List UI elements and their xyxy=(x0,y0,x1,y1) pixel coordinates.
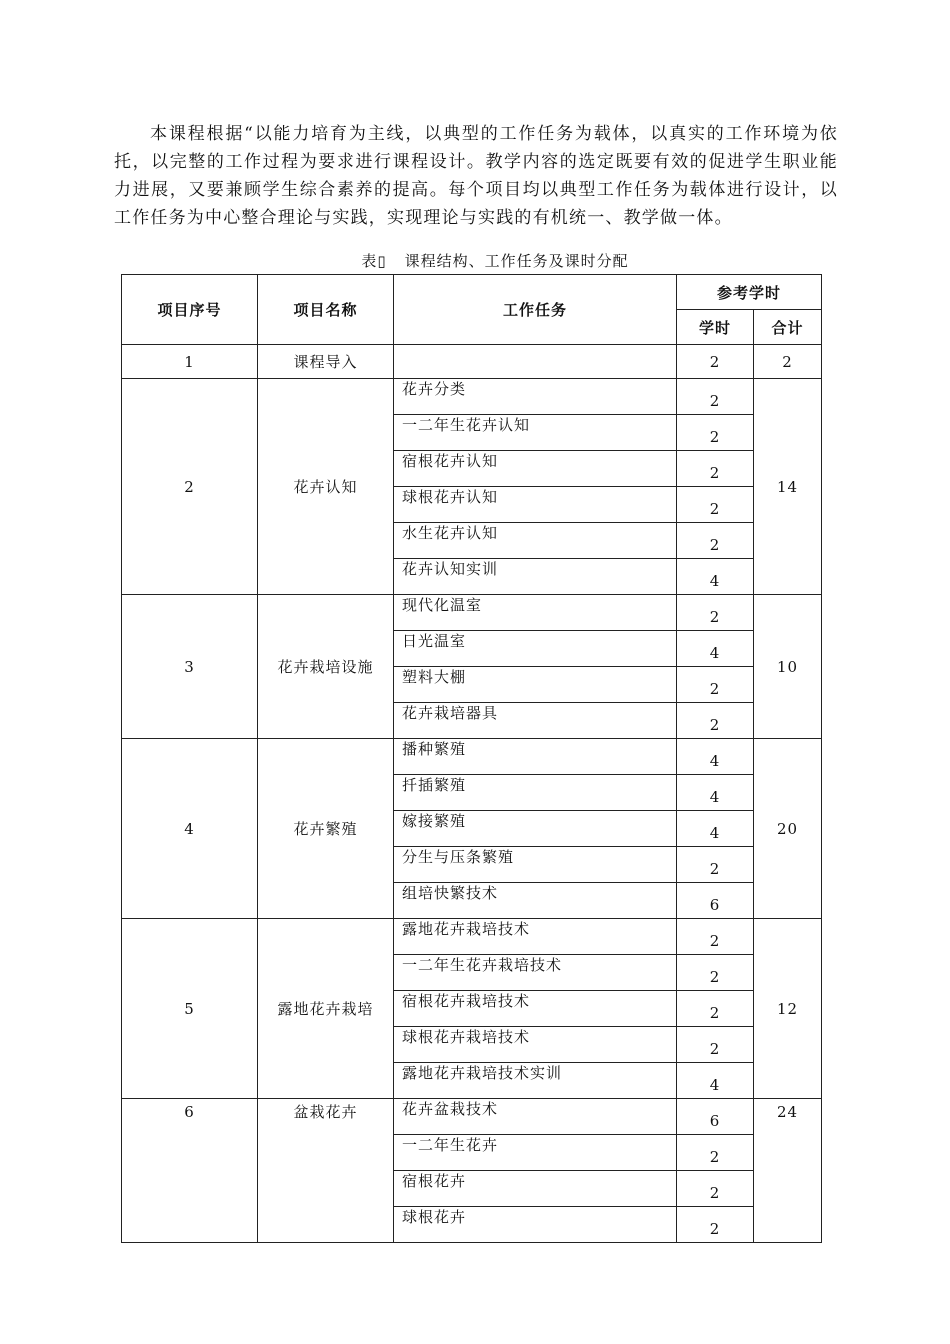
project-seq-cell: 3 xyxy=(122,595,258,739)
task-hours-cell: 4 xyxy=(677,559,754,595)
caption-title: 课程结构、工作任务及课时分配 xyxy=(404,252,629,270)
header-total: 合计 xyxy=(754,310,822,345)
task-hours-cell: 4 xyxy=(677,631,754,667)
task-cell: 宿根花卉栽培技术 xyxy=(394,991,677,1027)
table-caption xyxy=(0,250,950,271)
task-hours-cell: 2 xyxy=(677,847,754,883)
task-cell: 一二年生花卉认知 xyxy=(394,415,677,451)
header-hours: 学时 xyxy=(677,310,754,345)
caption-label: 表 xyxy=(361,252,378,270)
project-total-cell: 20 xyxy=(754,739,822,919)
project-total-cell: 10 xyxy=(754,595,822,739)
task-cell: 花卉分类 xyxy=(394,379,677,415)
task-cell: 宿根花卉认知 xyxy=(394,451,677,487)
task-cell: 组培快繁技术 xyxy=(394,883,677,919)
task-hours-cell: 2 xyxy=(677,345,754,379)
task-cell: 扦插繁殖 xyxy=(394,775,677,811)
task-hours-cell: 2 xyxy=(677,487,754,523)
task-hours-cell: 2 xyxy=(677,1027,754,1063)
task-hours-cell: 4 xyxy=(677,775,754,811)
header-ref-hours: 参考学时 xyxy=(677,275,822,310)
task-cell xyxy=(394,345,677,379)
project-seq-cell: 4 xyxy=(122,739,258,919)
project-name-cell: 露地花卉栽培 xyxy=(258,919,394,1099)
course-table xyxy=(121,274,822,1243)
task-cell: 现代化温室 xyxy=(394,595,677,631)
task-hours-cell: 2 xyxy=(677,379,754,415)
task-cell: 球根花卉认知 xyxy=(394,487,677,523)
header-task: 工作任务 xyxy=(394,275,677,345)
project-seq-cell: 1 xyxy=(122,345,258,379)
task-hours-cell: 4 xyxy=(677,811,754,847)
task-hours-cell: 4 xyxy=(677,1063,754,1099)
task-cell: 塑料大棚 xyxy=(394,667,677,703)
task-hours-cell: 2 xyxy=(677,595,754,631)
header-name: 项目名称 xyxy=(258,275,394,345)
header-row xyxy=(122,275,822,310)
task-cell: 球根花卉 xyxy=(394,1207,677,1243)
task-hours-cell: 2 xyxy=(677,991,754,1027)
task-hours-cell: 2 xyxy=(677,1135,754,1171)
table-row xyxy=(122,345,822,379)
project-name-cell: 花卉栽培设施 xyxy=(258,595,394,739)
task-cell: 嫁接繁殖 xyxy=(394,811,677,847)
task-hours-cell: 2 xyxy=(677,1171,754,1207)
task-hours-cell: 4 xyxy=(677,739,754,775)
task-hours-cell: 2 xyxy=(677,451,754,487)
project-seq-cell: 5 xyxy=(122,919,258,1099)
task-hours-cell: 6 xyxy=(677,883,754,919)
project-name-cell: 盆栽花卉 xyxy=(258,1099,394,1243)
project-name-cell: 花卉认知 xyxy=(258,379,394,595)
task-cell: 露地花卉栽培技术 xyxy=(394,919,677,955)
project-name-cell: 花卉繁殖 xyxy=(258,739,394,919)
course-table-body xyxy=(122,275,822,1243)
table-row xyxy=(122,739,822,775)
task-hours-cell: 6 xyxy=(677,1099,754,1135)
table-row xyxy=(122,1099,822,1135)
task-cell: 一二年生花卉栽培技术 xyxy=(394,955,677,991)
project-total-cell: 14 xyxy=(754,379,822,595)
task-hours-cell: 2 xyxy=(677,667,754,703)
task-cell: 球根花卉栽培技术 xyxy=(394,1027,677,1063)
intro-paragraph: 本课程根据“以能力培育为主线，以典型的工作任务为载体，以真实的工作环境为依托，以完整的工作过程为要求进行课程设计。教学内容的选定既要有效的促进学生职业能力进展，又要兼顾学生综合素养的提高。每个项目均以典型工作任务为载体进行设计，以工作任务为中心整合理论与实践，实现理论与实践的有机统一、教学做一体。 xyxy=(114,124,838,228)
task-hours-cell: 2 xyxy=(677,415,754,451)
task-hours-cell: 2 xyxy=(677,1207,754,1243)
task-cell: 露地花卉栽培技术实训 xyxy=(394,1063,677,1099)
task-cell: 花卉栽培器具 xyxy=(394,703,677,739)
table-row xyxy=(122,379,822,415)
header-seq: 项目序号 xyxy=(122,275,258,345)
task-cell: 一二年生花卉 xyxy=(394,1135,677,1171)
project-total-cell: 24 xyxy=(754,1099,822,1243)
task-cell: 宿根花卉 xyxy=(394,1171,677,1207)
task-hours-cell: 2 xyxy=(677,955,754,991)
task-cell: 分生与压条繁殖 xyxy=(394,847,677,883)
project-total-cell: 12 xyxy=(754,919,822,1099)
task-hours-cell: 2 xyxy=(677,703,754,739)
project-name-cell: 课程导入 xyxy=(258,345,394,379)
table-row xyxy=(122,919,822,955)
task-cell: 水生花卉认知 xyxy=(394,523,677,559)
task-cell: 日光温室 xyxy=(394,631,677,667)
project-seq-cell: 6 xyxy=(122,1099,258,1243)
task-hours-cell: 2 xyxy=(677,523,754,559)
task-cell: 播种繁殖 xyxy=(394,739,677,775)
caption-marker-glyph: ▯ xyxy=(377,252,387,270)
task-hours-cell: 2 xyxy=(677,919,754,955)
project-total-cell: 2 xyxy=(754,345,822,379)
task-cell: 花卉盆栽技术 xyxy=(394,1099,677,1135)
task-cell: 花卉认知实训 xyxy=(394,559,677,595)
project-seq-cell: 2 xyxy=(122,379,258,595)
table-row xyxy=(122,595,822,631)
